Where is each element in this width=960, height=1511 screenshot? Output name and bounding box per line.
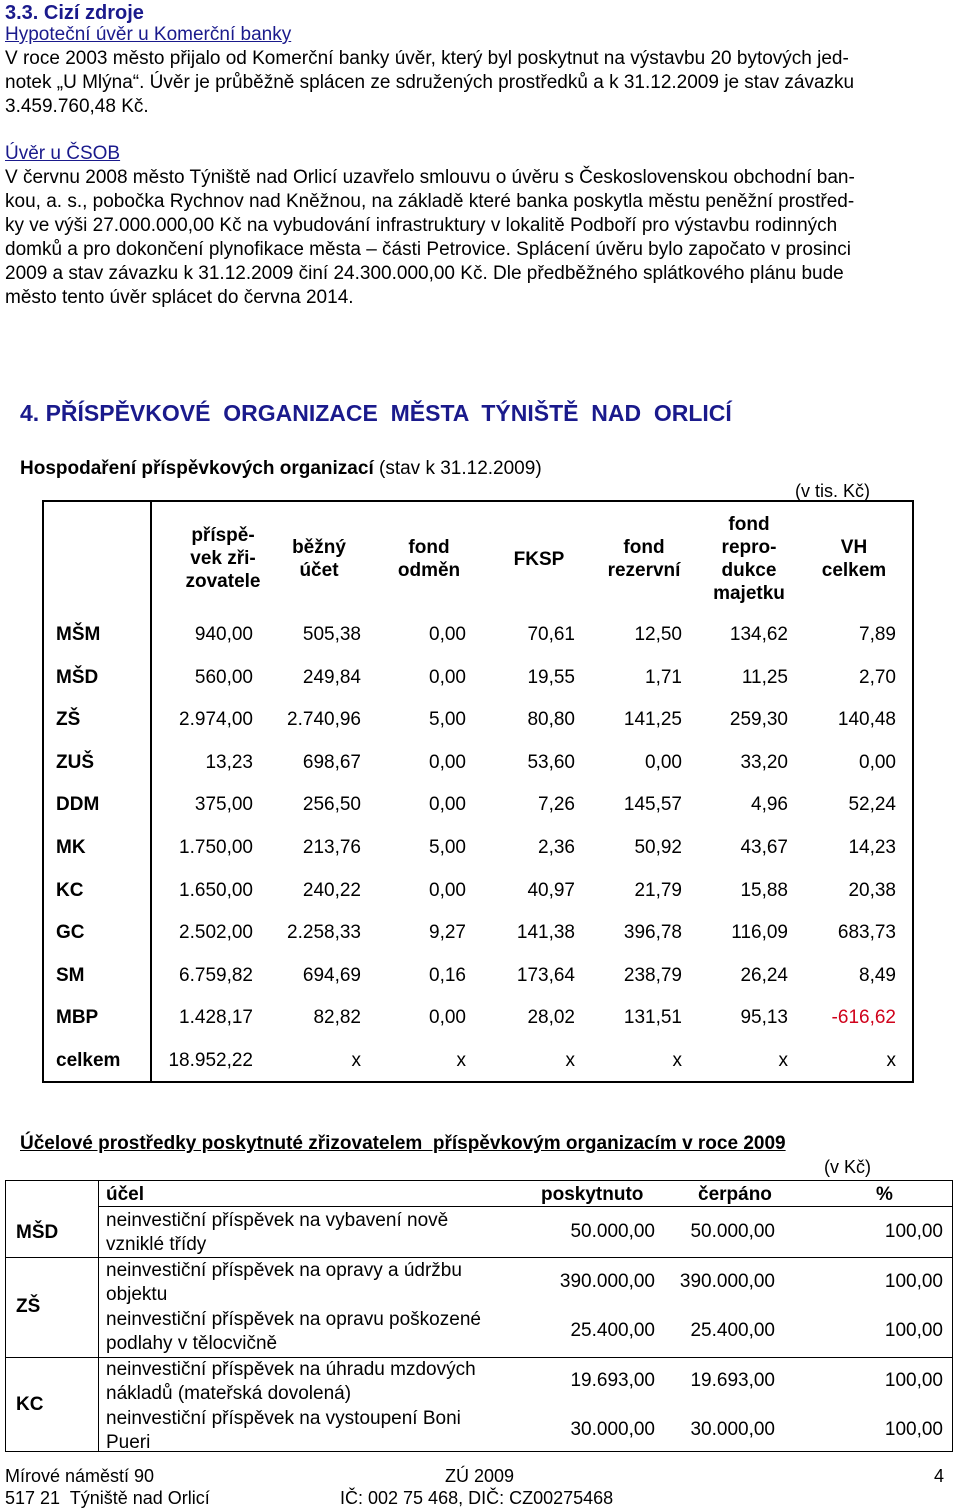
loan2-line: kou, a. s., pobočka Rychnov nad Kněžnou, na základě které banka poskytla městu peněžní prostřed- [5,191,855,212]
header-line: celkem [821,560,887,581]
table1-cell: 52,24 [848,794,896,815]
table2-purpose-line: objektu [106,1284,168,1305]
table2-cell-provided: 30.000,00 [570,1419,655,1440]
table2-purpose-line: neinvestiční příspěvek na úhradu mzdových [106,1359,476,1380]
table2-grid [5,1180,953,1452]
table1-cell: 256,50 [302,794,361,815]
table2-purpose-line: podlahy v tělocvičně [106,1333,278,1354]
table1-cell: 0,00 [429,794,466,815]
table2-purpose [106,1308,481,1356]
table1-cell: 82,82 [313,1007,361,1028]
table1-row-label: DDM [56,794,100,815]
table1-cell: 2.502,00 [179,922,253,943]
table1-header-bezny-ucet [269,536,369,582]
table2-header-ucel: účel [106,1184,145,1205]
header-line: majetku [713,583,785,604]
loan2-line: V červnu 2008 město Týniště nad Orlicí uzavřelo smlouvu o úvěru s Československou obchodní ban- [5,167,855,188]
header-line: příspě- [191,525,255,546]
section-heading: 3.3. Cizí zdroje [5,2,144,24]
table1-header-fksp [489,548,589,571]
table1-cell: 375,00 [194,794,253,815]
table2-cell-used: 25.400,00 [690,1320,775,1341]
table1-cell: 131,51 [623,1007,682,1028]
table1-row-label: KC [56,880,84,901]
table1-cell: x [351,1050,361,1071]
table1-cell: 20,38 [848,880,896,901]
header-line: zovatele [185,571,261,592]
table1-cell: 259,30 [729,709,788,730]
table1-cell: 141,38 [516,922,575,943]
table2-cell-used: 19.693,00 [690,1370,775,1391]
table2-purpose [106,1358,476,1406]
table1-cell: 0,00 [645,752,682,773]
table1-cell: 2,36 [538,837,575,858]
table1-cell: 2,70 [859,667,896,688]
footer-ids: IČ: 002 75 468, DIČ: CZ00275468 [340,1488,614,1508]
table2-unit: (v Kč) [824,1157,871,1177]
table1-row-label: celkem [56,1050,121,1071]
loan2-title: Úvěr u ČSOB [5,143,121,164]
table1-cell: x [672,1050,682,1071]
table2-purpose-line: vzniklé třídy [106,1234,207,1255]
table1-cell: 134,62 [729,624,788,645]
table2-divider [6,1257,952,1258]
header-line: VH [840,537,868,558]
table1-cell: 683,73 [837,922,896,943]
table2-purpose-line: neinvestiční příspěvek na opravu poškozené [106,1309,481,1330]
table2-purpose-line: neinvestiční příspěvek na vybavení nově [106,1210,449,1231]
table2-header-poskytnuto: poskytnuto [541,1184,644,1205]
table2-header-percent: % [876,1184,893,1205]
table1-cell: 0,00 [429,1007,466,1028]
table2-group-kc: KC [16,1394,44,1415]
table2-group-msd: MŠD [16,1222,59,1243]
table1-cell: 1,71 [645,667,682,688]
header-line: rezervní [607,560,681,581]
table1-header-fond-rezervni [594,536,694,582]
table1-cell: 238,79 [623,965,682,986]
table2-header-cerpano: čerpáno [698,1184,772,1205]
table1-cell: x [886,1050,896,1071]
chapter-title: 4. PŘÍSPĚVKOVÉ ORGANIZACE MĚSTA TÝNIŠTĚ NAD ORLICÍ [20,400,732,426]
table1-cell: 698,67 [302,752,361,773]
loan1-line: 3.459.760,48 Kč. [5,96,149,117]
table2-purpose [106,1259,462,1307]
loan2-line: město tento úvěr splácet do června 2014. [5,287,354,308]
header-line: vek zři- [190,548,256,569]
table2-cell-provided: 25.400,00 [570,1320,655,1341]
table2-cell-pct: 100,00 [884,1221,943,1242]
table1-cell: 560,00 [194,667,253,688]
table1-cell: 11,25 [741,667,788,688]
table1-cell: -616,62 [831,1007,896,1028]
table1-title-rest: (stav k 31.12.2009) [373,458,542,479]
header-line: fond [728,514,770,535]
table2-cell-provided: 390.000,00 [559,1271,655,1292]
table1-row-label: MBP [56,1007,99,1028]
table1-row-label: ZUŠ [56,752,94,773]
table1-label-divider [150,502,152,1081]
table1-cell: 505,38 [302,624,361,645]
table1-cell: 9,27 [429,922,466,943]
table1-cell: 694,69 [302,965,361,986]
table1-cell: 1.428,17 [179,1007,253,1028]
table1-cell: 1.750,00 [179,837,253,858]
table1-cell: 21,79 [634,880,682,901]
table1-cell: 2.740,96 [287,709,361,730]
table1-cell: 145,57 [623,794,682,815]
header-line: fond [623,537,665,558]
table2-purpose [106,1209,448,1257]
table1-cell: 0,00 [429,667,466,688]
table1-cell: 2.258,33 [287,922,361,943]
loan1-line: V roce 2003 město přijalo od Komerční banky úvěr, který byl poskytnut na výstavbu 20 bytových jed- [5,48,849,69]
table1-cell: x [565,1050,575,1071]
table1-row-label: GC [56,922,85,943]
table1-header-fond-reprodukce [699,513,799,605]
table1-cell: 140,48 [837,709,896,730]
table1-cell: 15,88 [740,880,788,901]
table2-purpose-line: Pueri [106,1432,151,1453]
table1-cell: 0,00 [859,752,896,773]
table1-cell: 4,96 [751,794,788,815]
loan1-title: Hypoteční úvěr u Komerční banky [5,24,292,45]
table2-divider [98,1181,99,1451]
header-line: účet [299,560,339,581]
table1-header-vh-celkem [804,536,904,582]
table1-title-bold: Hospodaření příspěvkových organizací [20,458,374,479]
header-line: odměn [397,560,461,581]
header-line: běžný [292,537,346,558]
table1-cell: 8,49 [859,965,896,986]
table1-cell: 53,60 [527,752,575,773]
loan2-line: ky ve výši 27.000.000,00 Kč na vybudování infrastruktury v lokalitě Podboří pro výstavbu rodinných [5,215,838,236]
table1-cell: 33,20 [740,752,788,773]
table1-row-label: MŠD [56,667,99,688]
table1-cell: 12,50 [634,624,682,645]
table1-cell: 5,00 [429,709,466,730]
loan2-line: domků a pro dokončení plynofikace města – části Petrovice. Splácení úvěru bylo započato v prosinci [5,239,851,260]
loan1-text [5,47,953,119]
table1-cell: 6.759,82 [179,965,253,986]
table2-title: Účelové prostředky poskytnuté zřizovatelem příspěvkovým organizacím v roce 2009 [20,1133,786,1154]
table2-cell-used: 390.000,00 [679,1271,775,1292]
table1-cell: 116,09 [731,922,788,943]
table1-grid [42,500,914,1083]
table1-cell: 19,55 [527,667,575,688]
loan2-line: 2009 a stav závazku k 31.12.2009 činí 24.300.000,00 Kč. Dle předběžného splátkového plánu bude [5,263,844,284]
table1-cell: 40,97 [527,880,575,901]
loan1-line: notek „U Mlýna“. Úvěr je průběžně splácen ze sdružených prostředků a k 31.12.2009 je stav závazku [5,72,855,93]
table2-cell-used: 50.000,00 [690,1221,775,1242]
table2-purpose-line: neinvestiční příspěvek na opravy a údržbu [106,1260,462,1281]
table1-cell: x [456,1050,466,1071]
header-line: repro- [721,537,777,558]
footer-address1: Mírové náměstí 90 [5,1466,155,1486]
table1-cell: 7,26 [538,794,575,815]
table1-row-label: SM [56,965,85,986]
table2-purpose-line: neinvestiční příspěvek na vystoupení Boni [106,1408,461,1429]
table2-cell-pct: 100,00 [884,1320,943,1341]
table1-cell: 396,78 [623,922,682,943]
table1-cell: 2.974,00 [179,709,253,730]
table1-cell: 0,00 [429,880,466,901]
table1-cell: 940,00 [194,624,253,645]
table1-header-prispevek [164,524,282,593]
loan2-text [5,166,953,310]
table1-cell: 70,61 [527,624,575,645]
table1-cell: 13,23 [205,752,253,773]
table1-cell: 5,00 [429,837,466,858]
table1-cell: 95,13 [740,1007,788,1028]
table1-cell: 0,16 [429,965,466,986]
table1-cell: 18.952,22 [168,1050,253,1071]
table2-group-zs: ZŠ [16,1296,41,1317]
table2-cell-pct: 100,00 [884,1419,943,1440]
table1-cell: 1.650,00 [179,880,253,901]
table2-cell-provided: 19.693,00 [570,1370,655,1391]
table1-cell: 26,24 [740,965,788,986]
header-line: fond [408,537,450,558]
table1-cell: 28,02 [527,1007,575,1028]
footer-page-number: 4 [934,1466,945,1486]
table2-divider [98,1206,952,1207]
table1-unit: (v tis. Kč) [795,481,870,501]
table1-cell: 141,25 [623,709,682,730]
table1-cell: 14,23 [848,837,896,858]
table1-cell: 43,67 [740,837,788,858]
header-line: FKSP [513,549,565,570]
table1-cell: 50,92 [634,837,682,858]
table2-purpose-line: nákladů (mateřská dovolená) [106,1383,352,1404]
footer-doc: ZÚ 2009 [445,1466,515,1486]
table1-cell: 7,89 [859,624,896,645]
table1-row-label: MŠM [56,624,101,645]
table2-purpose [106,1407,461,1455]
table2-cell-pct: 100,00 [884,1370,943,1391]
table2-cell-provided: 50.000,00 [570,1221,655,1242]
table1-header-fond-odmen [379,536,479,582]
table1-row-label: ZŠ [56,709,81,730]
table1-cell: 240,22 [302,880,361,901]
header-line: dukce [721,560,777,581]
table1-cell: 0,00 [429,752,466,773]
table1-cell: 80,80 [527,709,575,730]
table1-cell: 0,00 [429,624,466,645]
table1-cell: 213,76 [302,837,361,858]
footer-address2: 517 21 Týniště nad Orlicí [5,1488,210,1508]
table1-cell: 173,64 [516,965,575,986]
table2-cell-used: 30.000,00 [690,1419,775,1440]
table1-title [20,458,542,480]
table1-cell: 249,84 [302,667,361,688]
table1-cell: x [778,1050,788,1071]
table2-cell-pct: 100,00 [884,1271,943,1292]
table1-row-label: MK [56,837,86,858]
